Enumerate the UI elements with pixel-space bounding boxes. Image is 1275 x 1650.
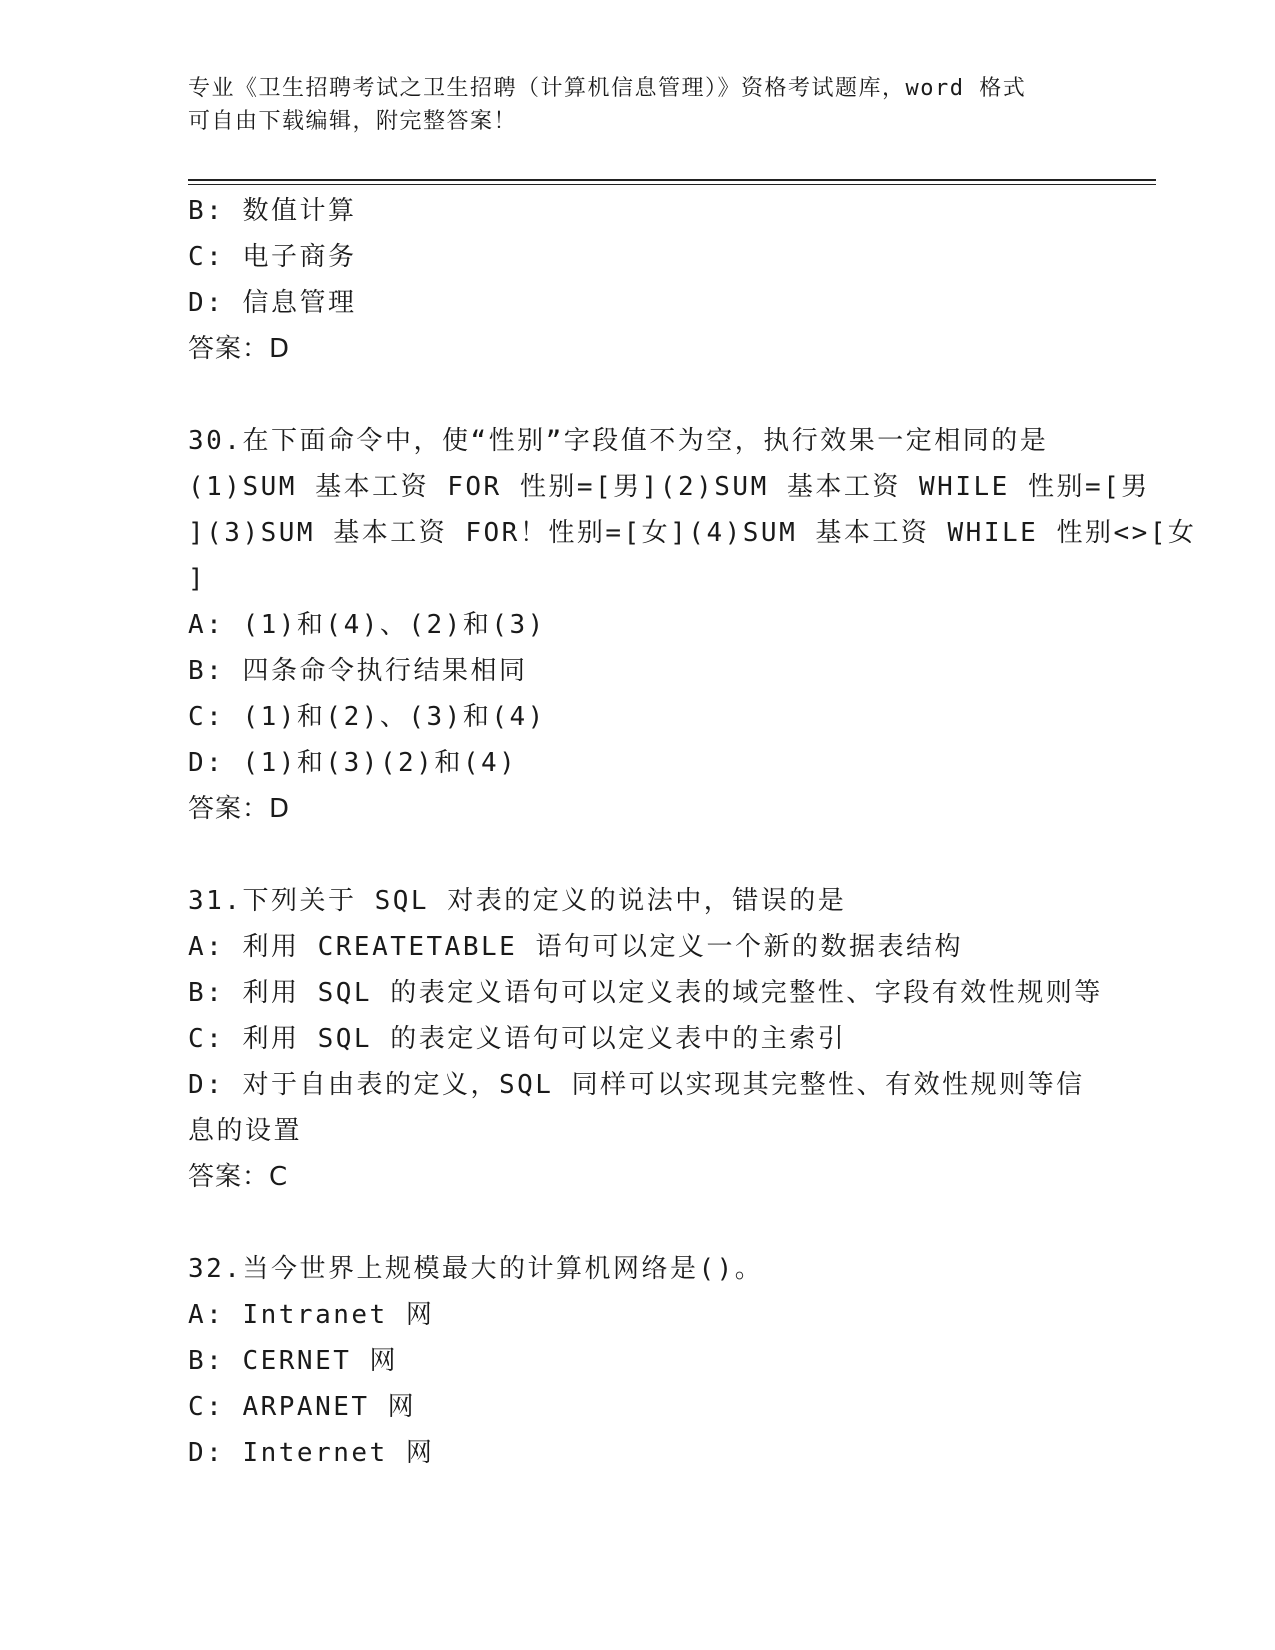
q32-stem: 32.当今世界上规模最大的计算机网络是()。 <box>188 1254 764 1284</box>
q31-option-d-line-1: D: 对于自由表的定义，SQL 同样可以实现其完整性、有效性规则等信 <box>188 1070 1085 1100</box>
question-29 <box>188 188 1088 372</box>
spacer <box>188 832 1088 878</box>
q32-option-c: C: ARPANET 网 <box>188 1392 417 1422</box>
header-divider <box>188 179 1156 185</box>
q30-option-d: D: (1)和(3)(2)和(4) <box>188 748 518 778</box>
q30-stem-line-3: ](3)SUM 基本工资 FOR！性别=[女](4)SUM 基本工资 WHILE 性别<>[女 <box>188 518 1197 548</box>
q31-option-d-line-2: 息的设置 <box>188 1116 303 1146</box>
q30-option-a: A: (1)和(4)、(2)和(3) <box>188 610 546 640</box>
q30-stem-line-4: ] <box>188 564 207 594</box>
q30-stem-line-2: (1)SUM 基本工资 FOR 性别=[男](2)SUM 基本工资 WHILE 性别=[男 <box>188 472 1150 502</box>
header-line-1: 专业《卫生招聘考试之卫生招聘（计算机信息管理）》资格考试题库，word 格式 <box>188 76 1027 101</box>
spacer <box>188 1200 1088 1246</box>
q31-option-a: A: 利用 CREATETABLE 语句可以定义一个新的数据表结构 <box>188 932 963 962</box>
document-header <box>188 72 1088 138</box>
header-line-2: 可自由下载编辑，附完整答案！ <box>188 109 518 134</box>
q31-option-c: C: 利用 SQL 的表定义语句可以定义表中的主索引 <box>188 1024 847 1054</box>
q29-answer: 答案：D <box>188 334 291 364</box>
q30-option-b: B: 四条命令执行结果相同 <box>188 656 528 686</box>
q32-option-a: A: Intranet 网 <box>188 1300 435 1330</box>
question-list <box>188 188 1197 1476</box>
question-31 <box>188 878 1103 1200</box>
q31-stem: 31.下列关于 SQL 对表的定义的说法中，错误的是 <box>188 886 847 916</box>
q30-answer: 答案：D <box>188 794 291 824</box>
q31-answer: 答案：C <box>188 1162 289 1192</box>
spacer <box>188 372 1088 418</box>
q29-option-c: C: 电子商务 <box>188 242 357 272</box>
question-32 <box>188 1246 1088 1476</box>
question-30 <box>188 418 1197 832</box>
q29-option-d: D: 信息管理 <box>188 288 357 318</box>
q30-stem-line-1: 30.在下面命令中，使“性别”字段值不为空，执行效果一定相同的是 <box>188 426 1049 456</box>
q32-option-d: D: Internet 网 <box>188 1438 435 1468</box>
q29-option-b: B: 数值计算 <box>188 196 357 226</box>
q32-option-b: B: CERNET 网 <box>188 1346 399 1376</box>
q30-option-c: C: (1)和(2)、(3)和(4) <box>188 702 546 732</box>
q31-option-b: B: 利用 SQL 的表定义语句可以定义表的域完整性、字段有效性规则等 <box>188 978 1103 1008</box>
